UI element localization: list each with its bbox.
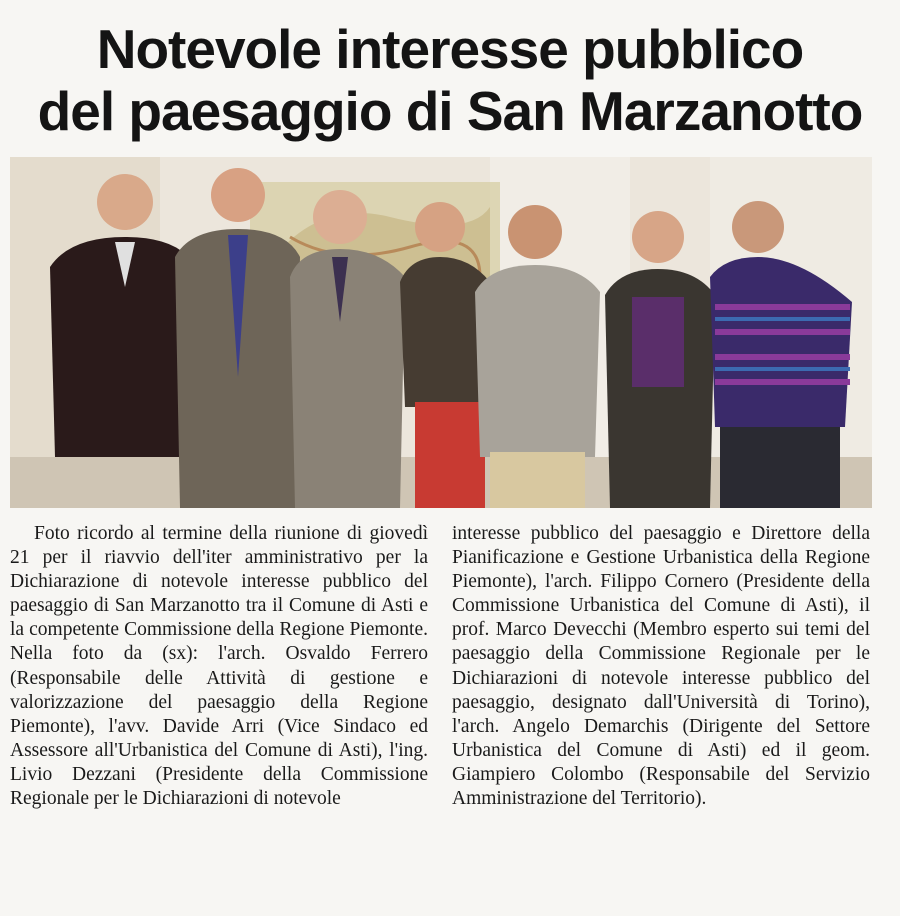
group-photo-illustration: [10, 157, 872, 508]
article-body-right-column: interesse pubblico del paesaggio e Direttore della Pianificazione e Gestione Urbanistica della Regione Piemonte), l'arch. Filippo Cornero (Presidente della Commissione Urbanistica del Comune di Asti), il prof. Marco Devecchi (Membro esperto sui temi del paesaggio della Commissione Regionale per le Dichiarazioni di notevole interesse pubblico del paesaggio, designato dall'Università di Torino), l'arch. Angelo Demarchis (Dirigente del Settore Urbanistica del Comune di Asti) ed il geom. Giampiero Colombo (Responsabile del Servizio Amministrazione del Territorio).: [452, 523, 870, 810]
article-body-left-column: Foto ricordo al termine della riunione di giovedì 21 per il riavvio dell'iter amministrativo per la Dichiarazione di notevole interesse pubblico del paesaggio di San Marzanotto tra il Comune di Asti e la competente Commissione della Regione Piemonte. Nella foto da (sx): l'arch. Osvaldo Ferrero (Responsabile delle Attività di gestione e valorizzazione del paesaggio della Regione Piemonte), l'avv. Davide Arri (Vice Sindaco ed Assessore all'Urbanistica del Comune di Asti), l'ing. Livio Dezzani (Presidente della Commissione Regionale per le Dichiarazioni di notevole: [10, 523, 428, 810]
headline: [0, 18, 900, 142]
headline-line-2: del paesaggio di San Marzanotto: [37, 80, 863, 142]
group-photo: [10, 157, 872, 508]
headline-line-1: Notevole interesse pubblico: [96, 18, 804, 80]
